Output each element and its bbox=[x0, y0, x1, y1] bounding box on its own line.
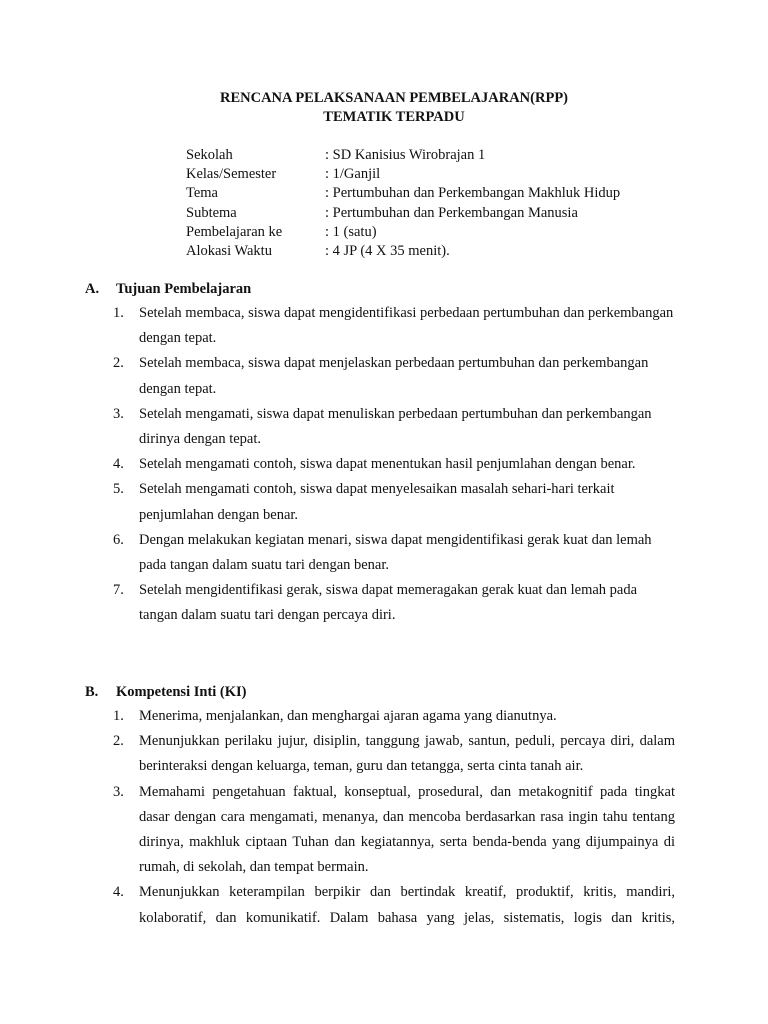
document-subtitle: TEMATIK TERPADU bbox=[323, 109, 465, 125]
identity-value: : SD Kanisius Wirobrajan 1 bbox=[325, 147, 486, 163]
section-letter: A. bbox=[85, 281, 100, 297]
list-item bbox=[113, 578, 675, 628]
item-number: 6. bbox=[113, 531, 124, 548]
list-item bbox=[113, 704, 675, 729]
item-text: Setelah mengamati, siswa dapat menuliskan perbedaan pertumbuhan dan perkembangan dirinya dengan tepat. bbox=[139, 405, 652, 448]
list-item bbox=[113, 452, 675, 477]
identity-row bbox=[186, 165, 620, 184]
identity-label: Sekolah bbox=[186, 147, 233, 163]
learning-objectives-list bbox=[113, 301, 675, 629]
section-title: Tujuan Pembelajaran bbox=[116, 281, 252, 297]
item-number: 7. bbox=[113, 582, 124, 599]
section-b-heading bbox=[85, 682, 685, 702]
item-text: Setelah mengamati contoh, siswa dapat menentukan hasil penjumlahan dengan benar. bbox=[139, 456, 636, 473]
identity-value: : 1 (satu) bbox=[325, 223, 377, 240]
document-title: RENCANA PELAKSANAAN PEMBELAJARAN(RPP) bbox=[220, 90, 568, 106]
item-text: Setelah membaca, siswa dapat menjelaskan perbedaan pertumbuhan dan perkembangan dengan tepat. bbox=[139, 355, 649, 397]
list-item bbox=[113, 880, 675, 930]
list-item bbox=[113, 528, 675, 578]
identity-row bbox=[186, 184, 620, 203]
list-item bbox=[113, 477, 675, 527]
identity-value: : 1/Ganjil bbox=[325, 166, 381, 183]
identity-label: Pembelajaran ke bbox=[186, 223, 283, 240]
identity-row bbox=[186, 146, 620, 165]
item-number: 2. bbox=[113, 733, 124, 750]
item-number: 5. bbox=[113, 481, 124, 498]
identity-row bbox=[186, 223, 620, 242]
item-text: Menunjukkan keterampilan berpikir dan bertindak kreatif, produktif, kritis, mandiri, kolaboratif, dan komunikatif. Dalam bahasa yang jelas, sistematis, logis dan kritis, bbox=[139, 884, 675, 926]
item-number: 3. bbox=[113, 783, 124, 800]
list-item bbox=[113, 402, 675, 452]
core-competencies-list bbox=[113, 704, 675, 931]
identity-label: Alokasi Waktu bbox=[186, 242, 272, 259]
item-number: 4. bbox=[113, 456, 124, 473]
identity-label: Subtema bbox=[186, 204, 237, 221]
item-number: 1. bbox=[113, 305, 124, 321]
item-text: Dengan melakukan kegiatan menari, siswa dapat mengidentifikasi gerak kuat dan lemah pada tangan dalam suatu tari dengan benar. bbox=[139, 531, 652, 574]
item-text: Setelah membaca, siswa dapat mengidentifikasi perbedaan pertumbuhan dan perkembangan dengan tepat. bbox=[139, 305, 674, 347]
identity-label: Kelas/Semester bbox=[186, 166, 277, 183]
item-number: 4. bbox=[113, 884, 124, 901]
identity-table bbox=[186, 146, 620, 261]
item-number: 1. bbox=[113, 708, 124, 724]
list-item bbox=[113, 729, 675, 779]
identity-row bbox=[186, 204, 620, 223]
item-text: Menerima, menjalankan, dan menghargai ajaran agama yang dianutnya. bbox=[139, 708, 557, 724]
list-item bbox=[113, 351, 675, 401]
item-text: Menunjukkan perilaku jujur, disiplin, tanggung jawab, santun, peduli, percaya diri, dalam berinteraksi dengan keluarga, teman, guru dan tetangga, serta cinta tanah air. bbox=[139, 733, 675, 775]
list-item bbox=[113, 780, 675, 881]
identity-value: : Pertumbuhan dan Perkembangan Manusia bbox=[325, 204, 578, 221]
section-letter: B. bbox=[85, 684, 99, 700]
identity-value: : Pertumbuhan dan Perkembangan Makhluk Hidup bbox=[325, 185, 621, 202]
list-item bbox=[113, 301, 675, 351]
identity-value: : 4 JP (4 X 35 menit). bbox=[325, 242, 450, 259]
section-a-heading bbox=[85, 279, 685, 299]
identity-label: Tema bbox=[186, 185, 218, 202]
section-title: Kompetensi Inti (KI) bbox=[116, 684, 247, 700]
item-number: 2. bbox=[113, 355, 124, 372]
item-text: Setelah mengidentifikasi gerak, siswa dapat memeragakan gerak kuat dan lemah pada tangan dalam suatu tari dengan percaya diri. bbox=[139, 582, 638, 624]
identity-row bbox=[186, 242, 620, 261]
item-text: Setelah mengamati contoh, siswa dapat menyelesaikan masalah sehari-hari terkait penjumlahan dengan benar. bbox=[139, 481, 615, 523]
item-text: Memahami pengetahuan faktual, konseptual, prosedural, dan metakognitif pada tingkat dasar dengan cara mengamati, menanya, dan mencoba berdasarkan rasa ingin tahu tentang dirinya, makhluk ciptaan Tuhan dan kegiatannya, serta benda-benda yang dijumpainya di rumah, di sekolah, dan tempat bermain. bbox=[139, 783, 675, 876]
item-number: 3. bbox=[113, 405, 124, 422]
